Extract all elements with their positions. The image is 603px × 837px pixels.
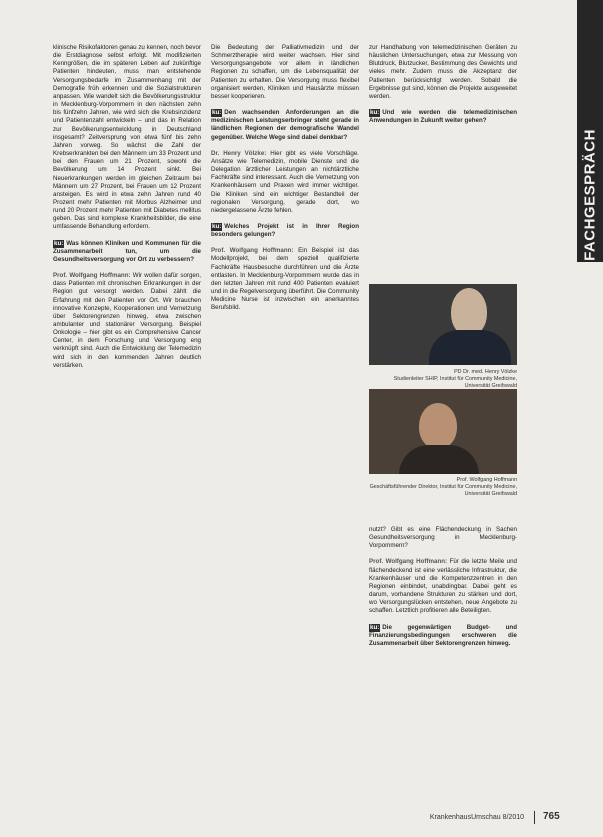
question-marker: ku: <box>212 222 222 230</box>
portrait-suit <box>399 445 479 474</box>
speaker-name: Prof. Wolfgang Hoffmann: <box>53 272 131 280</box>
question: ku: Was können Kliniken und Kommunen für die Zusammenarbeit tun, um die Gesundheitsversorgung vor Ort zu verbessern? <box>53 239 201 263</box>
question-marker: ku: <box>370 109 380 117</box>
paragraph: zur Handhabung von telemedizinischen Geräten zu häuslichen Untersuchungen, etwa zur Messung von Blutdruck, Blutzucker, Bestimmung des Gewichts und vieles mehr. Zudem muss die Akzeptanz der Patienten berücksichtigt werden. Sobald die Ergebnisse gut sind, können die Projekte ausgeweitet werden. <box>369 44 517 100</box>
column-3 <box>369 44 517 133</box>
answer: Prof. Wolfgang Hoffmann: Ein Beispiel ist das Modellprojekt, bei dem speziell qualifizierte Fachkräfte Hausbesuche durchführen und die Ärzte entlasten. In Mecklenburg-Vorpommern wurde das in den letzten Jahren mit rund 400 Patienten evaluiert und in die Regelversorgung überführt. Die Community Medicine Nurse ist inzwischen ein anerkanntes Berufsbild. <box>211 247 359 312</box>
question: ku: Und wie werden die telemedizinischen Anwendungen in Zukunft weiter gehen? <box>369 109 517 125</box>
answer: Dr. Henry Völzke: Hier gibt es viele Vorschläge. Ansätze wie Telemedizin, mobile Dienste und die Delegation ärztlicher Leistungen an nichtärztliche Fachkräfte sind interessant. Auch die Vernetzung von Krankenhäusern und Praxen wird immer wichtiger. Die Kliniken sind ein wichtiger Bestandteil der regionalen Versorgung, gerade dort, wo niedergelassene Ärzte fehlen. <box>211 149 359 214</box>
portrait-suit <box>429 330 511 365</box>
paragraph: klinische Risikofaktoren genau zu kennen, noch bevor die Erstdiagnose selbst erfolgt. Mit modifizierten Kenngrößen, die im späteren Leben auf zukünftige Patienten hindeuten, muss man entstehende Versorgungsbedarfe im Zusammenhang mit der Demografie früh erkennen und die Sozialstrukturen anpassen. Wie wandelt sich die Bevölkerungsstruktur in Mecklenburg-Vorpommern in den nächsten zehn bis fünfzehn Jahren, wie wird sich die Krebsinzidenz und Patientenzahl entwickeln – und das in Relation zur Bevölkerungsentwicklung in Deutschland insgesamt? Zeitversprung von etwa fünf bis zehn Jahren vorweg. So wächst die Zahl der Krebserkrankten bei den Männern um 33 Prozent und bei den Frauen um 21 Prozent, sowohl die Bevölkerung um 14 Prozent sinkt. Bei Neuerkrankungen werden im gleichen Zeitraum bei Männern um 27 Prozent, bei Frauen um 12 Prozent ansteigen. Es wird in etwa zehn Jahren rund 40 Prozent mehr Patienten mit Morbus Alzheimer und rund 20 Prozent mehr Patienten mit Diabetes mellitus geben. Das sind komplexe Krankheitsbilder, die eine umfassende Behandlung erfordern. <box>53 44 201 231</box>
page-number: 765 <box>543 811 560 822</box>
column-2 <box>211 44 359 321</box>
portrait-photo-hoffmann <box>369 389 517 474</box>
question: ku: Den wachsenden Anforderungen an die medizinischen Leistungserbringer steht gerade in ländlichen Regionen der demografische Wandel gegenüber. Welche Wege sind dabei denkbar? <box>211 109 359 141</box>
question-marker: ku: <box>212 109 222 117</box>
speaker-name: Dr. Henry Völzke: <box>211 149 267 157</box>
portrait-caption-voelzke: PD Dr. med. Henry Völzke Studienleiter SHIP, Institut für Community Medicine, Universität Greifswald <box>393 369 517 389</box>
footer-divider <box>534 811 535 824</box>
section-label-text: FACHGESPRÄCH <box>581 129 599 261</box>
speaker-name: Prof. Wolfgang Hoffmann: <box>211 247 294 255</box>
question: ku: Die gegenwärtigen Budget- und Finanzierungsbedingungen erschweren die Zusammenarbeit über Sektorengrenzen hinweg. <box>369 623 517 647</box>
question: ku: Welches Projekt ist in Ihrer Region besonders gelungen? <box>211 222 359 239</box>
section-label <box>578 130 602 260</box>
paragraph: nutzt? Gibt es eine Flächendeckung in Sachen Gesundheitsversorgung in Mecklenburg-Vorpommern? <box>369 526 517 550</box>
column-3-continued <box>369 526 517 656</box>
portrait-face <box>419 403 457 449</box>
portrait-photo-voelzke <box>369 284 517 365</box>
question-marker: ku: <box>370 623 380 631</box>
speaker-name: Prof. Wolfgang Hoffmann: <box>369 558 448 566</box>
portrait-caption-hoffmann: Prof. Wolfgang Hoffmann Geschäftsführender Direktor, Institut für Community Medicine, Universität Greifswald <box>369 477 517 497</box>
portrait-face <box>451 288 487 336</box>
column-1 <box>53 44 201 378</box>
footer-source: KrankenhausUmschau 8/2010 <box>429 814 524 821</box>
answer: Prof. Wolfgang Hoffmann: Wir wollen dafür sorgen, dass Patienten mit chronischen Erkrankungen in der Region gut versorgt werden. Dabei zählt die Erfahrung mit den Patienten vor Ort. Wir brauchen innovative Konzepte, Kooperationen und Vernetzung über Sektorengrenzen hinweg, etwa zwischen ambulanter und stationärer Versorgung. Beispiel Onkologie – hier gibt es ein Comprehensive Cancer Center, in dem Forschung und Versorgung eng verknüpft sind. Auch die Entwicklung der Telemedizin wird sich in den kommenden Jahren deutlich verstärken. <box>53 272 202 369</box>
answer: Prof. Wolfgang Hoffmann: Für die letzte Meile und flächendeckend ist eine verlässliche Infrastruktur, die Krankenhäuser und die Kompetenzzentren in den Regionen einbindet, unabdingbar. Dabei geht es darum, vorhandene Strukturen zu stärken und dort, wo Versorgungslücken entstehen, neue Angebote zu schaffen. Letztlich profitieren alle Beteiligten. <box>369 558 517 615</box>
paragraph: Die Bedeutung der Palliativmedizin und der Schmerztherapie wird weiter wachsen. Hier sind Versorgungsangebote vor allem in ländlichen Regionen zu schaffen, um die Lebensqualität der Patienten zu erhalten. Die Versorgung muss flexibel organisiert werden, Kliniken und Hausärzte müssen besser kooperieren. <box>211 44 359 100</box>
question-marker: ku: <box>54 239 64 247</box>
